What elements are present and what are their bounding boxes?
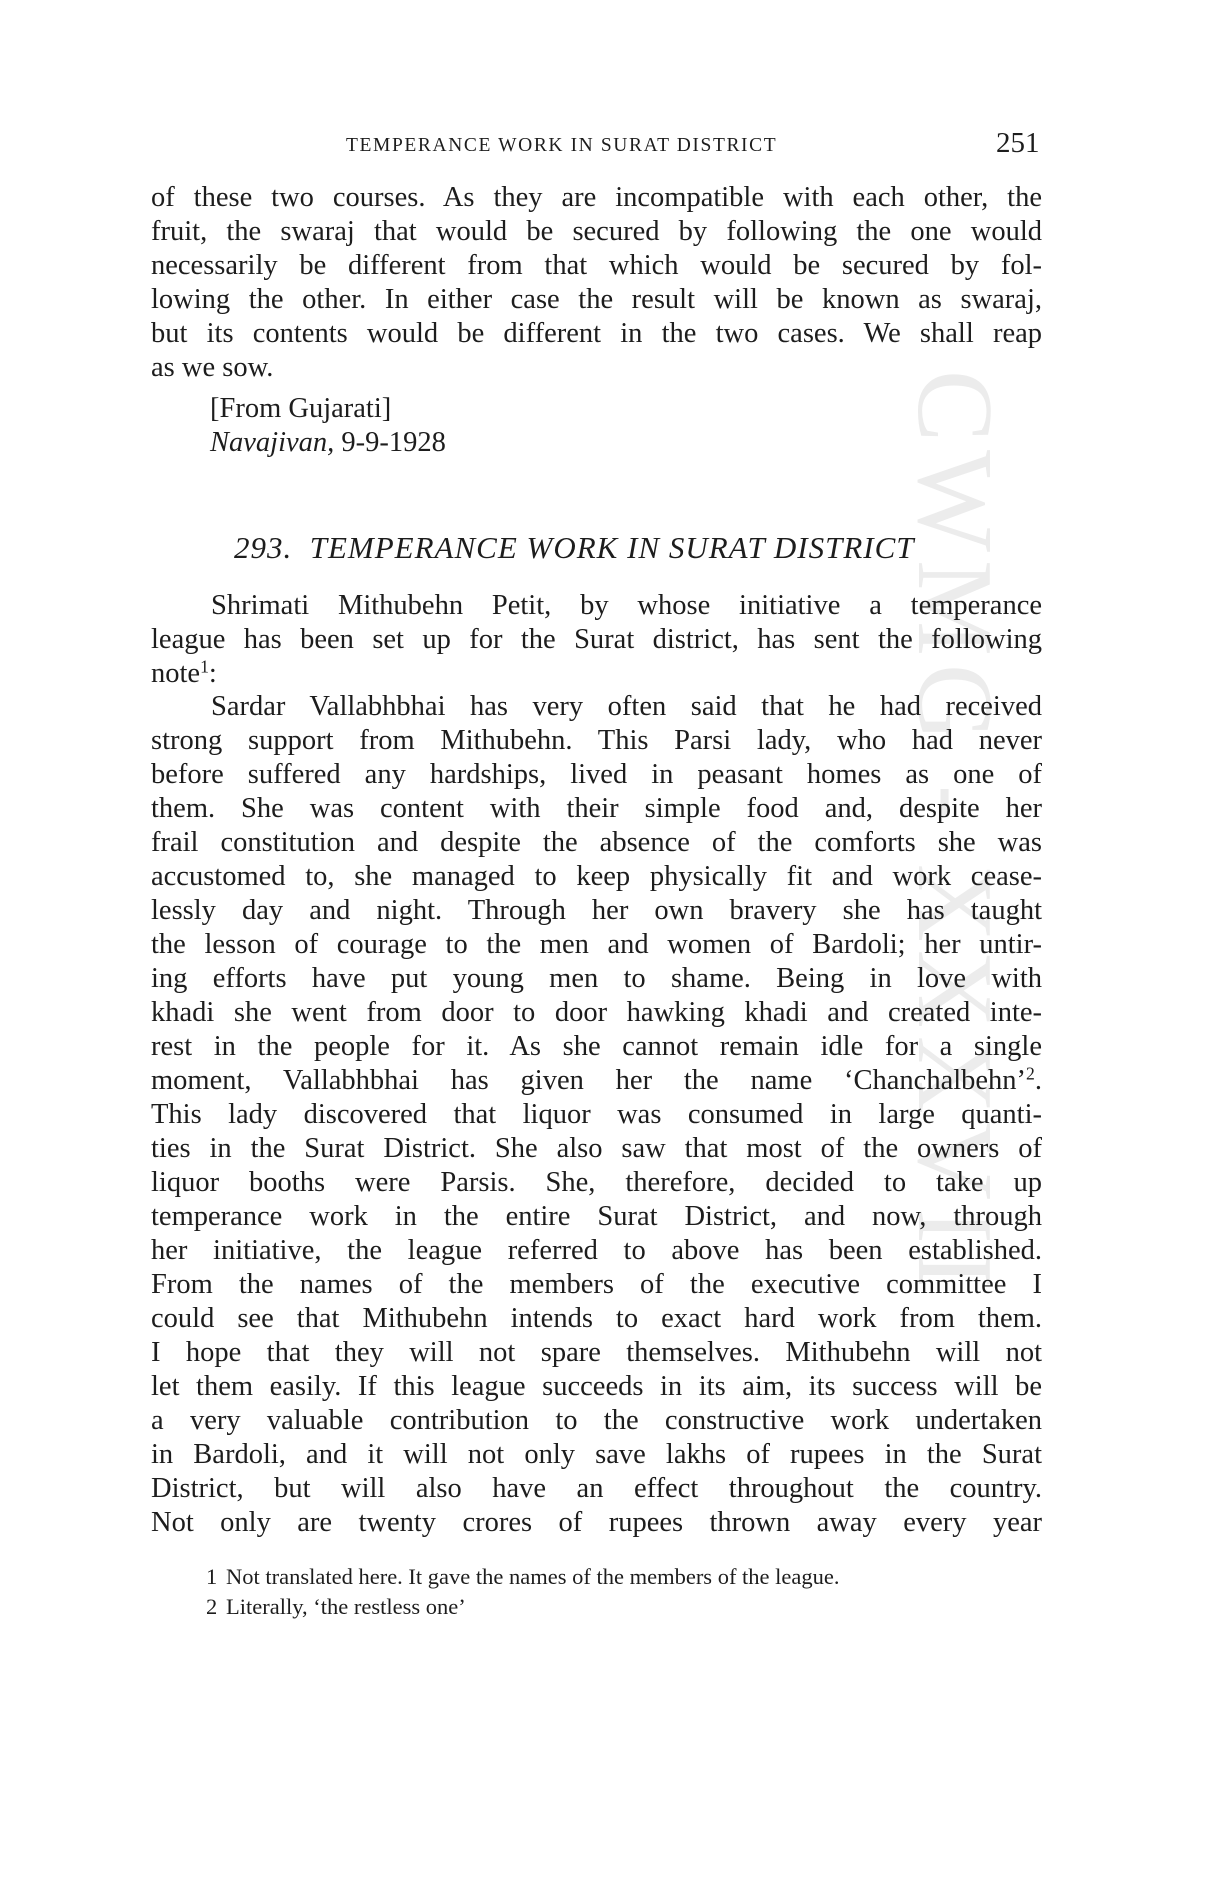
text-line: Not only are twenty crores of rupees thrown away every year [151, 1507, 1042, 1538]
text-line: temperance work in the entire Surat District, and now, through [151, 1201, 1042, 1232]
watermark: CWMG - XXXVII [895, 370, 1014, 1296]
footnote-mark: 2 [206, 1594, 218, 1619]
text-line: the lesson of courage to the men and women of Bardoli; her untir- [151, 929, 1042, 960]
intro-paragraph [151, 589, 1042, 691]
footnote-2 [206, 1592, 840, 1622]
footnote-ref-1: 1 [200, 656, 209, 677]
text-line: Sardar Vallabhbhai has very often said that he had received [211, 691, 1042, 722]
text-line: league has been set up for the Surat district, has sent the following [151, 624, 1042, 655]
article-title: TEMPERANCE WORK IN SURAT DISTRICT [309, 530, 915, 565]
publication-date: 9-9-1928 [334, 427, 446, 458]
text-line: ties in the Surat District. She also saw that most of the owners of [151, 1133, 1042, 1164]
footnote-text: Not translated here. It gave the names of the members of the league. [226, 1564, 840, 1589]
text-line: fruit, the swaraj that would be secured by following the one would [151, 216, 1042, 247]
footnote-ref-2: 2 [1026, 1063, 1035, 1084]
source-publication [210, 426, 1042, 460]
journal-name: Navajivan, [210, 427, 335, 458]
text-line: of these two courses. As they are incompatible with each other, the [151, 182, 1042, 213]
footnote-1 [206, 1562, 840, 1592]
quoted-note [151, 690, 1042, 1540]
text-line: a very valuable contribution to the constructive work undertaken [151, 1405, 1042, 1436]
text-line: moment, Vallabhbhai has given her the name ‘Chanchalbehn’$^2$. [151, 1063, 1042, 1096]
footnotes [206, 1562, 840, 1622]
article-heading [234, 530, 915, 566]
text-line: in Bardoli, and it will not only save lakhs of rupees in the Surat [151, 1439, 1042, 1470]
text-line: lessly day and night. Through her own bravery she has taught [151, 895, 1042, 926]
text-line: before suffered any hardships, lived in peasant homes as one of [151, 759, 1042, 790]
text-line: necessarily be different from that which would be secured by fol- [151, 250, 1042, 281]
text-line: let them easily. If this league succeeds in its aim, its success will be [151, 1371, 1042, 1402]
text-line: her initiative, the league referred to above has been established. [151, 1235, 1042, 1266]
source-language: [From Gujarati] [210, 393, 392, 424]
text-line: From the names of the members of the executive committee I [151, 1269, 1042, 1300]
text-line: frail constitution and despite the absence of the comforts she was [151, 827, 1042, 858]
text-line: as we sow. [151, 352, 274, 383]
text-line: lowing the other. In either case the result will be known as swaraj, [151, 284, 1042, 315]
text-line: rest in the people for it. As she cannot remain idle for a single [151, 1031, 1042, 1062]
text-line: District, but will also have an effect throughout the country. [151, 1473, 1042, 1504]
text-line: liquor booths were Parsis. She, therefore, decided to take up [151, 1167, 1042, 1198]
running-title: TEMPERANCE WORK IN SURAT DISTRICT [346, 135, 778, 156]
text-line: ing efforts have put young men to shame. Being in love with [151, 963, 1042, 994]
text-line: I hope that they will not spare themselves. Mithubehn will not [151, 1337, 1042, 1368]
text-line: khadi she went from door to door hawking khadi and created inte- [151, 997, 1042, 1028]
page-number: 251 [996, 127, 1040, 159]
text-line: could see that Mithubehn intends to exact hard work from them. [151, 1303, 1042, 1334]
top-paragraph [151, 181, 1042, 385]
article-number: 293. [234, 530, 293, 565]
text-line: Shrimati Mithubehn Petit, by whose initiative a temperance [211, 590, 1042, 621]
text-line: note$^1$: [151, 656, 217, 689]
text-line: accustomed to, she managed to keep physically fit and work cease- [151, 861, 1042, 892]
footnote-mark: 1 [206, 1564, 218, 1589]
source-citation [151, 392, 1042, 460]
text-line: but its contents would be different in the two cases. We shall reap [151, 318, 1042, 349]
text-line: This lady discovered that liquor was consumed in large quanti- [151, 1099, 1042, 1130]
text-line: them. She was content with their simple food and, despite her [151, 793, 1042, 824]
footnote-text: Literally, ‘the restless one’ [226, 1594, 466, 1619]
text-line: strong support from Mithubehn. This Parsi lady, who had never [151, 725, 1042, 756]
